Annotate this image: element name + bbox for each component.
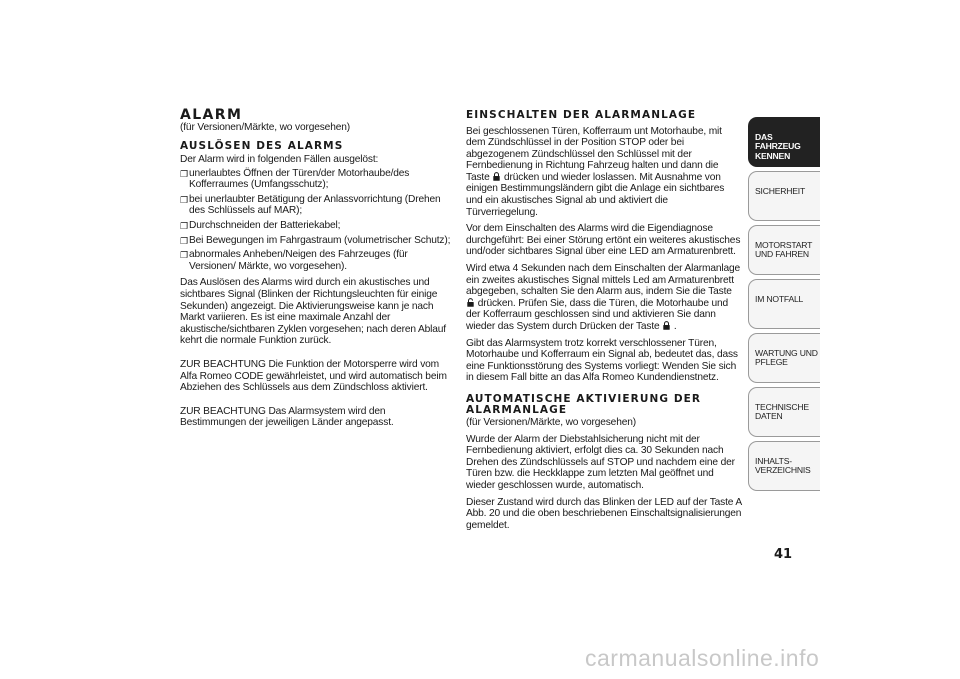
left-column bbox=[180, 108, 452, 429]
auto-note: (für Versionen/Märkte, wo vorgesehen) bbox=[466, 416, 636, 428]
trigger-intro: Der Alarm wird in folgenden Fällen ausgelöst: bbox=[180, 154, 379, 166]
trigger-list bbox=[180, 168, 452, 273]
chapter-sidebar bbox=[748, 117, 820, 495]
lock-icon bbox=[493, 172, 500, 181]
list-item: ❐ bei unerlaubter Betätigung der Anlassvorrichtung (Drehen des Schlüssels auf MAR); bbox=[180, 193, 441, 217]
watermark: carmanualsonline.info bbox=[585, 645, 820, 671]
unlock-icon bbox=[467, 298, 474, 307]
tab-inhaltsverzeichnis[interactable]: INHALTS-VERZEICHNIS bbox=[748, 441, 820, 491]
arm-paragraph-3: Wird etwa 4 Sekunden nach dem Einschalten der Alarmanlage ein zweites akustisches Signal mittels Led am Armaturenbrett abgegeben, schalten Sie den Alarm aus, indem Sie die Taste drücken. Prüfen Sie, dass die Türen, die Motorhaube und der Kofferraum geschlossen sind und aktivieren Sie dann wieder das System durch Drücken der Taste . bbox=[466, 263, 741, 332]
page-number: 41 bbox=[773, 547, 793, 562]
trigger-paragraph: Das Auslösen des Alarms wird durch ein akustisches und sichtbares Signal (Blinken der Richtungsleuchten für einige Sekunden) angezeigt. Die Aktivierungsweise kann je nach Markt variieren. Es ist eine maximale Anzahl der akustische/sichtbaren Zyklen vorgesehen; nach deren Ablauf kehrt die normale Funktion zurück. bbox=[180, 277, 446, 347]
tab-motorstart-und-fahren[interactable]: MOTORSTART UND FAHREN bbox=[748, 225, 820, 275]
tab-sicherheit[interactable]: SICHERHEIT bbox=[748, 171, 820, 221]
checkbox-bullet-icon: ❐ bbox=[180, 221, 188, 232]
auto-paragraph-1: Wurde der Alarm der Diebstahlsicherung nicht mit der Fernbedienung aktiviert, erfolgt dies ca. 30 Sekunden nach Drehen des Zündschlüssels auf STOP und nachdem eine der Türen bzw. die Heckklappe zum letzten Mal geöffnet und wieder geschlossen wurde, automatisch. bbox=[466, 433, 735, 491]
tab-im-notfall[interactable]: IM NOTFALL bbox=[748, 279, 820, 329]
checkbox-bullet-icon: ❐ bbox=[180, 168, 188, 179]
section-heading-auto: AUTOMATISCHE AKTIVIERUNG DER ALARMANLAGE bbox=[466, 392, 702, 417]
auto-paragraph-2: Dieser Zustand wird durch das Blinken der LED auf der Taste A Abb. 20 und die oben beschriebenen Einschaltsignalisierungen gemeldet. bbox=[466, 496, 742, 531]
tab-das-fahrzeug-kennen[interactable]: DAS FAHRZEUG KENNEN bbox=[748, 117, 820, 167]
section-heading-arm: EINSCHALTEN DER ALARMANLAGE bbox=[466, 109, 697, 121]
arm-paragraph-4: Gibt das Alarmsystem trotz korrekt verschlossener Türen, Motorhaube und Kofferraum ein Signal ab, bedeutet das, dass eine Funktionsstörung des Systems vorliegt: Wenden Sie sich in diesem Fall bitte an das Alfa Romeo Kundendienstnetz. bbox=[466, 337, 738, 384]
tab-technische-daten[interactable]: TECHNISCHE DATEN bbox=[748, 387, 820, 437]
section-heading-trigger: AUSLÖSEN DES ALARMS bbox=[180, 139, 344, 152]
note-immobilizer: ZUR BEACHTUNG Die Funktion der Motorsperre wird vom Alfa Romeo CODE gewährleistet, und wird automatisch beim Abziehen des Schlüssels aus dem Zündschloss aktiviert. bbox=[180, 359, 447, 394]
checkbox-bullet-icon: ❐ bbox=[180, 194, 188, 205]
arm-paragraph-2: Vor dem Einschalten des Alarms wird die Eigendiagnose durchgeführt: Bei einer Störung ertönt ein weiteres akustisches und/oder sichtbares Signal über eine LED am Armaturenbrett. bbox=[466, 223, 741, 258]
list-item: ❐ unerlaubtes Öffnen der Türen/der Motorhaube/des Kofferraumes (Umfangsschutz); bbox=[180, 167, 410, 191]
tab-wartung-und-pflege[interactable]: WARTUNG UND PFLEGE bbox=[748, 333, 820, 383]
list-item: ❐ abnormales Anheben/Neigen des Fahrzeuges (für Versionen/ Märkte, wo vorgesehen). bbox=[180, 249, 408, 272]
checkbox-bullet-icon: ❐ bbox=[180, 250, 188, 261]
lock-icon bbox=[663, 321, 670, 330]
list-item: ❐ Bei Bewegungen im Fahrgastraum (volumetrischer Schutz); bbox=[180, 234, 451, 246]
right-column bbox=[466, 110, 742, 531]
title-note: (für Versionen/Märkte, wo vorgesehen) bbox=[180, 122, 350, 133]
page-title: ALARM bbox=[180, 107, 243, 123]
note-regulations: ZUR BEACHTUNG Das Alarmsystem wird den Bestimmungen der jeweiligen Länder angepasst. bbox=[180, 405, 394, 429]
list-item: ❐ Durchschneiden der Batteriekabel; bbox=[180, 220, 341, 232]
checkbox-bullet-icon: ❐ bbox=[180, 235, 188, 246]
arm-paragraph-1: Bei geschlossenen Türen, Kofferraum unt Motorhaube, mit dem Zündschlüssel in der Position STOP oder bei abgezogenem Zündschlüssel den Schlüssel mit der Fernbedienung in Richtung Fahrzeug halten und dann die Taste drücken und wieder loslassen. Mit Ausnahme von einigen Bestimmungsländern gibt die Anlage ein sichtbares und ein akustisches Signal ab und aktiviert die Türverriegelung. bbox=[466, 125, 725, 218]
